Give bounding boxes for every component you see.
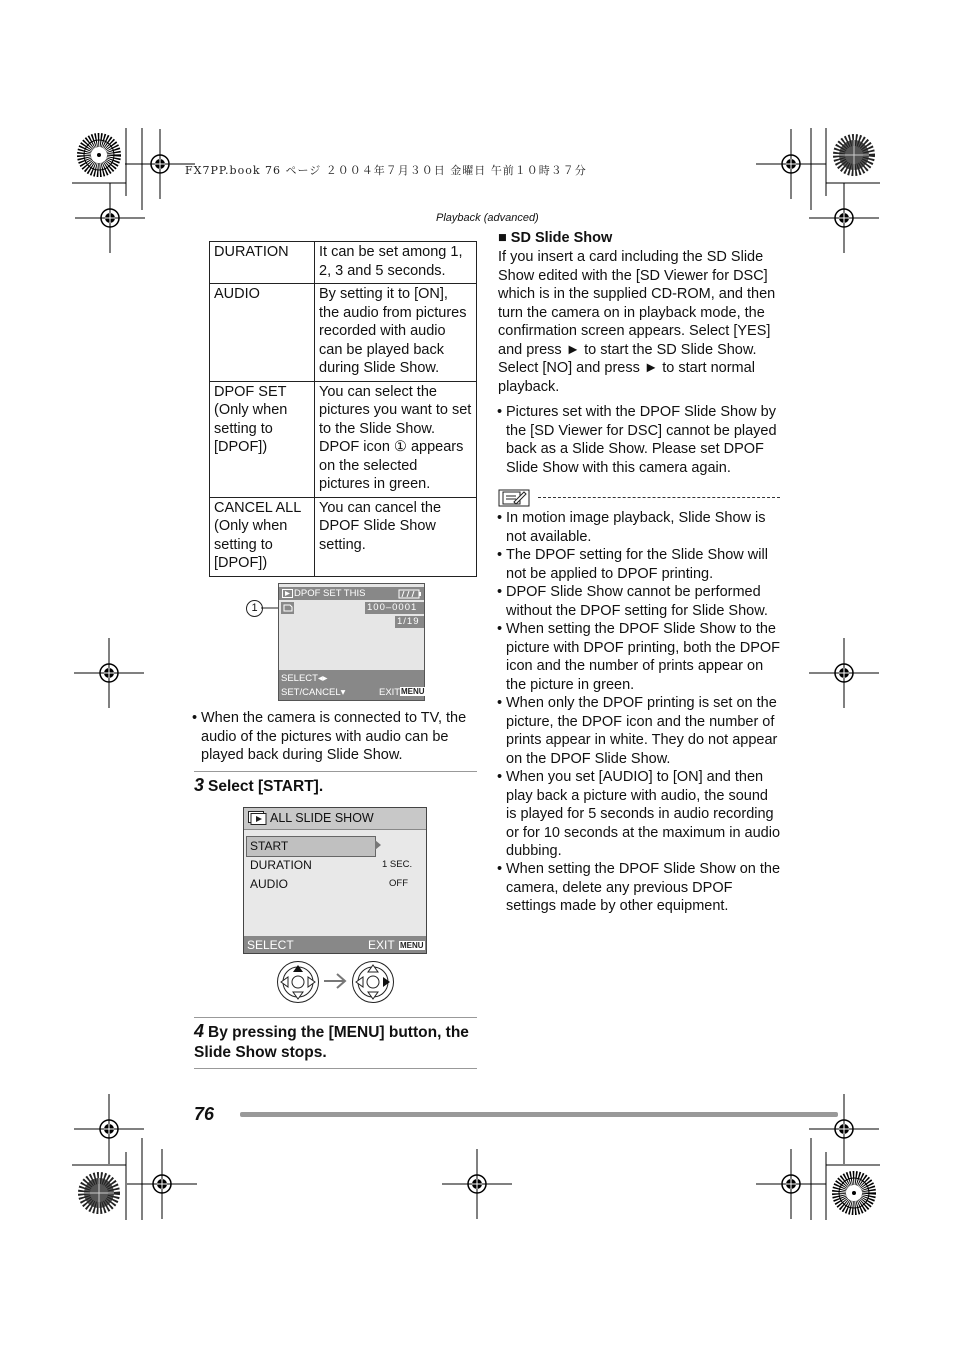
footer-bar: [240, 1112, 838, 1117]
memo-pencil-icon: [498, 489, 530, 507]
arrow-right-icon: [375, 840, 381, 850]
step-3: [194, 775, 323, 797]
table-row: [210, 284, 477, 382]
running-head: Playback (advanced): [436, 212, 539, 224]
dpof-set-screen: [278, 583, 425, 701]
sd-slide-show-bullet: • Pictures set with the DPOF Slide Show by the [SD Viewer for DSC] cannot be played back as a Slide Show. Please set DPOF Slide Show with this camera again.: [506, 403, 781, 477]
page-number: 76: [194, 1104, 215, 1124]
menu-title: ALL SLIDE SHOW: [270, 811, 374, 825]
sd-slide-show-body: If you insert a card including the SD Slide Show edited with the [SD Viewer for DSC] which is in the supplied CD-ROM, and then turn the camera on in playback mode, the confirmation screen appears. Select [YES] and press ► to start the SD Slide Show. Select [NO] and press ► to start normal playback.: [498, 249, 776, 395]
select-hint: SELECT: [247, 938, 294, 952]
option-name: DPOF SET (Only when setting to [DPOF]): [210, 381, 315, 497]
tv-note: • When the camera is connected to TV, the audio of the pictures with audio can be played back during Slide Show.: [201, 709, 476, 765]
slide-show-icon: [248, 811, 268, 825]
note-item: • When setting the DPOF Slide Show to the picture with DPOF printing, both the DPOF icon and the number of prints appear on the picture in green.: [506, 620, 781, 694]
note-item: • DPOF Slide Show cannot be performed without the DPOF setting for Slide Show.: [506, 583, 781, 620]
select-hint: SELECT◂▸: [281, 673, 328, 684]
option-description: You can select the pictures you want to set to the Slide Show. DPOF icon ① appears on the selected pictures in green.: [315, 381, 477, 497]
divider: [194, 1068, 477, 1069]
duration-value: 1 SEC.: [382, 859, 413, 870]
section-title: ■ SD Slide Show: [498, 230, 613, 246]
step-number: 4: [194, 1021, 205, 1041]
battery-icon: [398, 589, 422, 599]
note-divider: [538, 497, 780, 498]
arrow-right-icon: [323, 972, 347, 990]
step-text: Select [START].: [208, 778, 324, 795]
exit-hint: EXIT: [379, 687, 401, 698]
note-item: • In motion image playback, Slide Show is not available.: [506, 509, 781, 546]
exit-hint: EXIT: [368, 938, 395, 952]
lcd-title: DPOF SET THIS: [294, 588, 366, 599]
note-item: • When only the DPOF printing is set on the picture, the DPOF icon and the number of prints appear in white. They do not appear on the DPOF Slide Show.: [506, 694, 781, 768]
table-row: [210, 242, 477, 284]
option-description: It can be set among 1, 2, 3 and 5 seconds.: [315, 242, 477, 284]
menu-item-duration[interactable]: DURATION: [250, 858, 312, 872]
all-slide-show-menu: [243, 807, 427, 954]
option-description: You can cancel the DPOF Slide Show setting.: [315, 497, 477, 576]
step-number: 3: [194, 775, 205, 795]
file-info-header: FX7PP.book 76 ページ ２００４年７月３０日 金曜日 午前１０時３７分: [185, 164, 587, 177]
divider: [194, 1017, 477, 1018]
table-row: [210, 381, 477, 497]
dpad-right-icon: [352, 961, 394, 1003]
note-item: • When setting the DPOF Slide Show on the camera, delete any previous DPOF settings made by other equipment.: [506, 860, 781, 916]
option-name: AUDIO: [210, 284, 315, 382]
step-text: By pressing the [MENU] button, the Slide Show stops.: [194, 1024, 469, 1061]
note-item: • When you set [AUDIO] to [ON] and then play back a picture with audio, the sound is played for 5 seconds in audio recording or for 10 seconds at the maximum in audio dubbing.: [506, 768, 781, 861]
option-name: DURATION: [210, 242, 315, 284]
file-number: 100–0001: [367, 602, 418, 613]
note-item: • The DPOF setting for the Slide Show will not be applied to DPOF printing.: [506, 546, 781, 583]
audio-value: OFF: [389, 878, 408, 889]
menu-badge: MENU: [400, 941, 424, 950]
divider: [194, 771, 477, 772]
dpof-icon: [281, 602, 294, 614]
step-4: [194, 1021, 477, 1063]
dpad-up-icon: [277, 961, 319, 1003]
option-description: By setting it to [ON], the audio from pictures recorded with audio can be played back during Slide Show.: [315, 284, 477, 382]
playback-icon: [282, 589, 293, 598]
picture-count: 1/19: [397, 616, 420, 627]
menu-item-start[interactable]: START: [250, 839, 289, 853]
callout-marker: 1: [246, 600, 263, 617]
menu-item-audio[interactable]: AUDIO: [250, 877, 289, 891]
option-name: CANCEL ALL (Only when setting to [DPOF]): [210, 497, 315, 576]
menu-badge: MENU: [401, 687, 425, 696]
slide-show-options-table: [209, 241, 477, 577]
table-row: [210, 497, 477, 576]
set-cancel-hint: SET/CANCEL▾: [281, 687, 346, 698]
